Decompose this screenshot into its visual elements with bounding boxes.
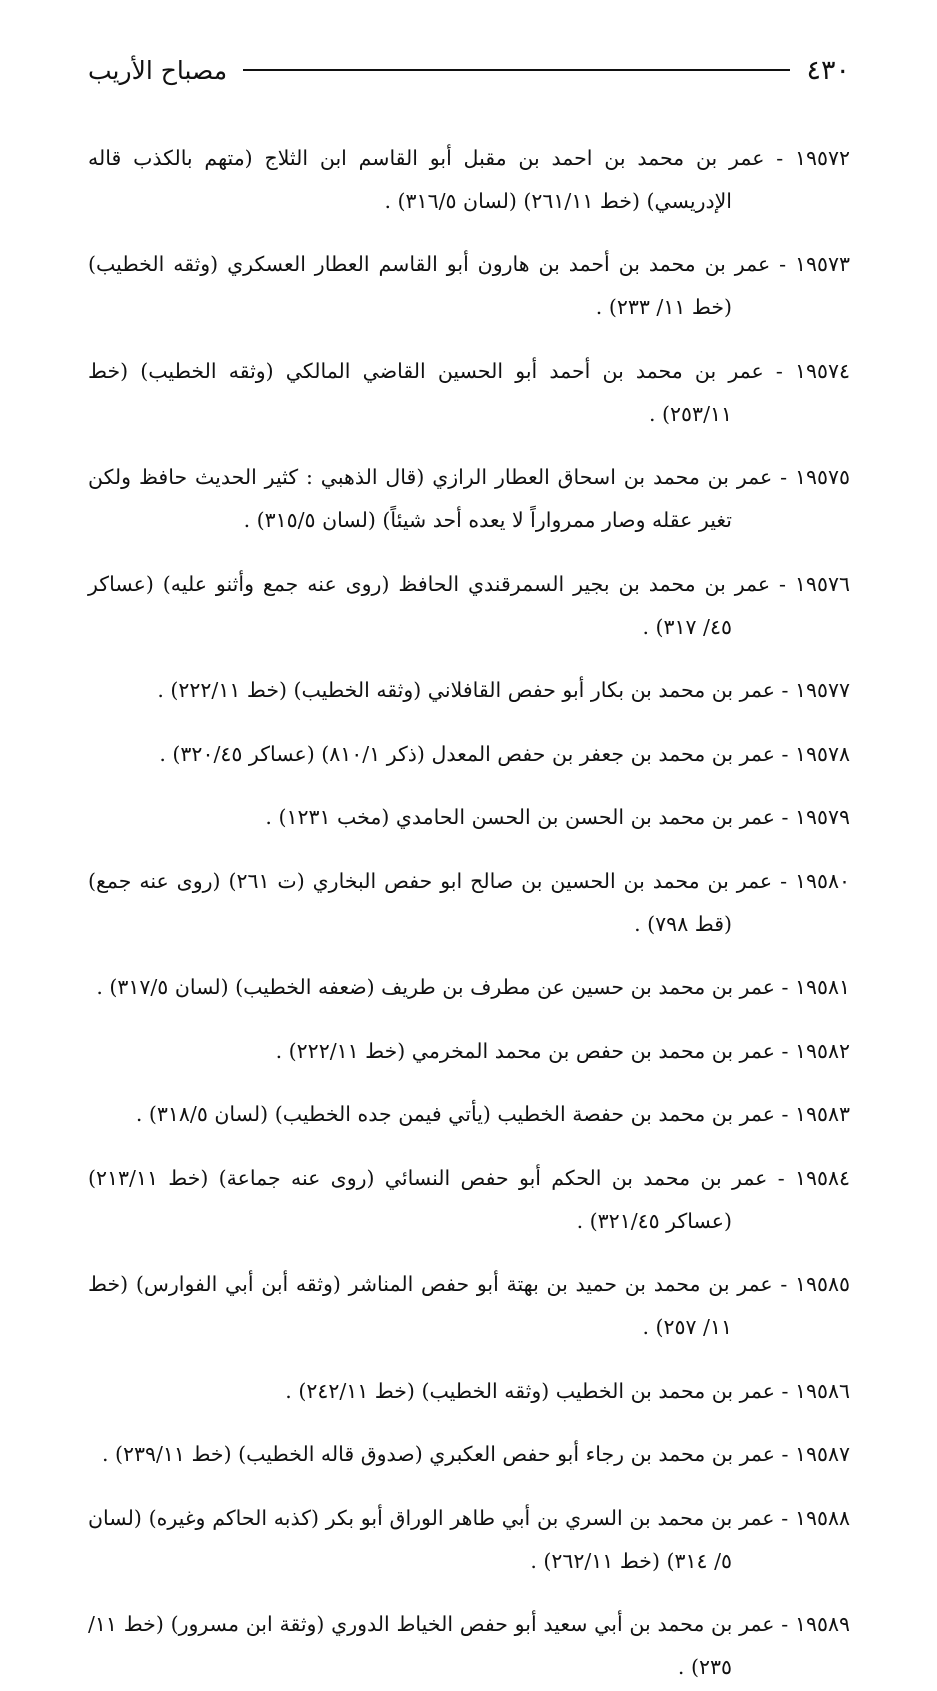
entry-number: ١٩٥٧٤ [794, 358, 850, 383]
entry-number: ١٩٥٨٣ [794, 1102, 850, 1126]
entry-text: عمر بن محمد بن حسين عن مطرف بن طريف (ضعفه الخطيب) (لسان ٣١٧/٥) . [96, 975, 775, 999]
entry-text: عمر بن محمد بن أبي سعيد أبو حفص الخياط الدوري (وثقة ابن مسرور) (خط ١١/ ٢٣٥) . [88, 1612, 775, 1679]
entry-text: عمر بن محمد بن الحسن بن الحسن الحامدي (مخب ١٢٣١) . [265, 805, 775, 829]
entry-list [88, 116, 850, 1691]
entry-19577: ١٩٥٧٧ - عمر بن محمد بن بكار أبو حفص القافلاني (وثقه الخطيب) (خط ٢٢٢/١١) . [157, 678, 850, 702]
entry-19579: ١٩٥٧٩ - عمر بن محمد بن الحسن بن الحسن الحامدي (مخب ١٢٣١) . [265, 805, 850, 829]
entry-number: ١٩٥٧٧ [794, 678, 850, 702]
entry-19581: ١٩٥٨١ - عمر بن محمد بن حسين عن مطرف بن طريف (ضعفه الخطيب) (لسان ٣١٧/٥) . [96, 975, 850, 999]
entry-text: عمر بن محمد بن جعفر بن حفص المعدل (ذكر ٨١٠/١) (عساكر ٣٢٠/٤٥) . [159, 741, 775, 766]
entry-text: عمر بن محمد بن السري بن أبي طاهر الوراق أبو بكر (كذبه الحاكم وغيره) (لسان ٥/ ٣١٤) (خط ٢٦٢/١١) . [88, 1505, 775, 1573]
entry-19575: ١٩٥٧٥ - عمر بن محمد بن اسحاق العطار الرازي (قال الذهبي : كثير الحديث حافظ ولكن تغير عقله وصار ممرواراً لا يعده أحد شيئاً) (لسان ٣١٥/٥) . [88, 465, 850, 532]
entry-19584: ١٩٥٨٤ - عمر بن محمد بن الحكم أبو حفص النسائي (روى عنه جماعة) (خط ٢١٣/١١) (عساكر ٣٢١/٤٥) . [88, 1165, 850, 1233]
entry-text: عمر بن محمد بن بكار أبو حفص القافلاني (وثقه الخطيب) (خط ٢٢٢/١١) . [157, 678, 775, 702]
entry-19580: ١٩٥٨٠ - عمر بن محمد بن الحسين بن صالح ابو حفص البخاري (ت ٢٦١) (روى عنه جمع) (قط ٧٩٨) . [88, 868, 851, 936]
entry-text: عمر بن محمد بن بجير السمرقندي الحافظ (روى عنه جمع وأثنو عليه) (عساكر ٤٥/ ٣١٧) . [88, 571, 771, 639]
entry-number: ١٩٥٧٦ [794, 571, 850, 596]
entry-19582: ١٩٥٨٢ - عمر بن محمد بن حفص بن محمد المخرمي (خط ٢٢٢/١١) . [275, 1038, 850, 1063]
entry-number: ١٩٥٧٨ [794, 741, 850, 766]
entry-text: عمر بن محمد بن الخطيب (وثقه الخطيب) (خط ٢٤٢/١١) . [285, 1378, 775, 1403]
entry-text: عمر بن محمد بن حميد بن بهتة أبو حفص المناشر (وثقه أبن أبي الفوارس) (خط ١١/ ٢٥٧) . [88, 1272, 773, 1339]
entry-text: عمر بن محمد بن أحمد بن هارون أبو القاسم العطار العسكري (وثقه الخطيب) (خط ١١/ ٢٣٣) . [88, 252, 771, 319]
entry-19589: ١٩٥٨٩ - عمر بن محمد بن أبي سعيد أبو حفص الخياط الدوري (وثقة ابن مسرور) (خط ١١/ ٢٣٥) . [88, 1612, 851, 1679]
entry-19587: ١٩٥٨٧ - عمر بن محمد بن رجاء أبو حفص العكبري (صدوق قاله الخطيب) (خط ٢٣٩/١١) . [101, 1442, 850, 1466]
entry-text: عمر بن محمد بن اسحاق العطار الرازي (قال الذهبي : كثير الحديث حافظ ولكن تغير عقله وصار ممرواراً لا يعده أحد شيئاً) (لسان ٣١٥/٥) . [88, 465, 773, 532]
entry-text: عمر بن محمد بن أحمد أبو الحسين القاضي المالكي (وثقه الخطيب) (خط ٢٥٣/١١) . [88, 358, 764, 426]
entry-number: ١٩٥٧٢ [794, 145, 850, 170]
entry-19586: ١٩٥٨٦ - عمر بن محمد بن الخطيب (وثقه الخطيب) (خط ٢٤٢/١١) . [285, 1378, 850, 1403]
entry-number: ١٩٥٨٩ [794, 1612, 851, 1636]
entry-19585: ١٩٥٨٥ - عمر بن محمد بن حميد بن بهتة أبو حفص المناشر (وثقه أبن أبي الفوارس) (خط ١١/ ٢٥٧) . [88, 1272, 850, 1339]
page-header [88, 48, 850, 92]
entry-text: عمر بن محمد بن رجاء أبو حفص العكبري (صدوق قاله الخطيب) (خط ٢٣٩/١١) . [101, 1442, 775, 1466]
entry-19576: ١٩٥٧٦ - عمر بن محمد بن بجير السمرقندي الحافظ (روى عنه جمع وأثنو عليه) (عساكر ٤٥/ ٣١٧) . [88, 571, 850, 639]
entry-number: ١٩٥٨٨ [794, 1505, 850, 1530]
entry-19574: ١٩٥٧٤ - عمر بن محمد بن أحمد أبو الحسين القاضي المالكي (وثقه الخطيب) (خط ٢٥٣/١١) . [88, 358, 850, 426]
entry-number: ١٩٥٧٣ [794, 252, 850, 276]
entry-number: ١٩٥٨٧ [794, 1442, 850, 1466]
entry-text: عمر بن محمد بن حفصة الخطيب (يأتي فيمن جده الخطيب) (لسان ٣١٨/٥) . [135, 1102, 775, 1126]
entry-text: عمر بن محمد بن الحسين بن صالح ابو حفص البخاري (ت ٢٦١) (روى عنه جمع) (قط ٧٩٨) . [88, 868, 773, 936]
entry-number: ١٩٥٨٢ [794, 1038, 850, 1063]
entry-number: ١٩٥٨٥ [794, 1272, 850, 1296]
entry-number: ١٩٥٨٦ [794, 1378, 850, 1403]
entry-text: عمر بن محمد بن احمد بن مقبل أبو القاسم ابن الثلاج (متهم بالكذب قاله الإدريسي) (خط ٢٦١/١١) (لسان ٣١٦/٥) . [88, 145, 765, 213]
entry-number: ١٩٥٧٩ [794, 805, 850, 829]
entry-19573: ١٩٥٧٣ - عمر بن محمد بن أحمد بن هارون أبو القاسم العطار العسكري (وثقه الخطيب) (خط ١١/ ٢٣٣) . [88, 252, 850, 319]
entry-19578: ١٩٥٧٨ - عمر بن محمد بن جعفر بن حفص المعدل (ذكر ٨١٠/١) (عساكر ٣٢٠/٤٥) . [159, 741, 850, 766]
running-title: مصباح الأريب [88, 55, 228, 85]
entry-number: ١٩٥٨١ [794, 975, 850, 999]
entry-number: ١٩٥٨٠ [794, 868, 851, 893]
entry-text: عمر بن محمد بن حفص بن محمد المخرمي (خط ٢٢٢/١١) . [275, 1038, 775, 1063]
entry-19572: ١٩٥٧٢ - عمر بن محمد بن احمد بن مقبل أبو القاسم ابن الثلاج (متهم بالكذب قاله الإدريسي) (خط ٢٦١/١١) (لسان ٣١٦/٥) . [88, 145, 850, 213]
header-rule [243, 69, 790, 71]
entry-text: عمر بن محمد بن الحكم أبو حفص النسائي (روى عنه جماعة) (خط ٢١٣/١١) (عساكر ٣٢١/٤٥) . [88, 1165, 768, 1233]
entry-19583: ١٩٥٨٣ - عمر بن محمد بن حفصة الخطيب (يأتي فيمن جده الخطيب) (لسان ٣١٨/٥) . [135, 1102, 850, 1126]
page-number: ٤٣٠ [806, 54, 850, 86]
entry-number: ١٩٥٨٤ [794, 1165, 850, 1190]
entry-19588: ١٩٥٨٨ - عمر بن محمد بن السري بن أبي طاهر الوراق أبو بكر (كذبه الحاكم وغيره) (لسان ٥/ ٣١٤) (خط ٢٦٢/١١) . [88, 1505, 850, 1573]
entry-number: ١٩٥٧٥ [794, 465, 850, 489]
